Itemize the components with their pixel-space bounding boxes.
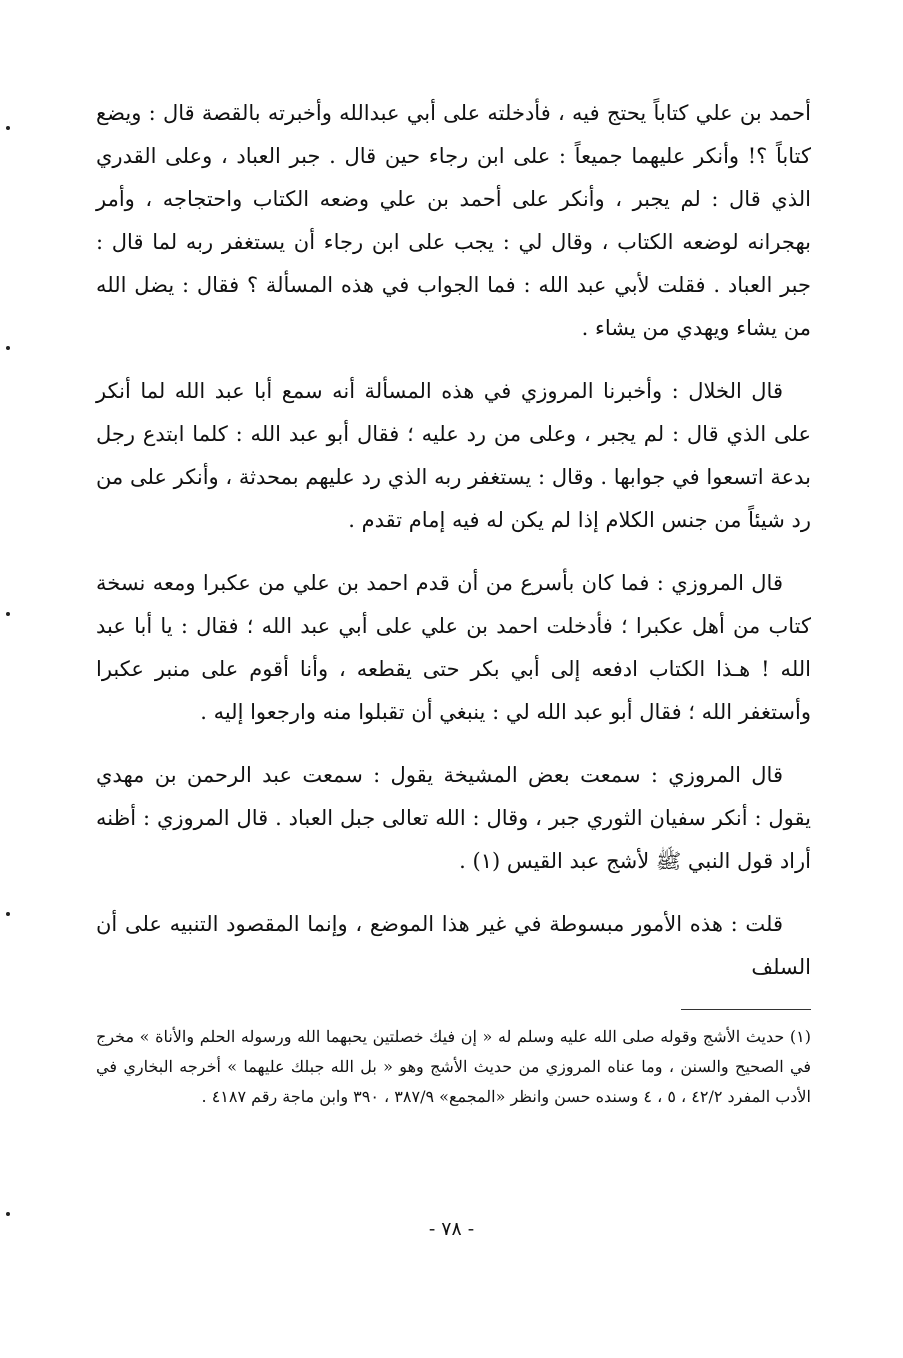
main-text — [96, 92, 811, 989]
paragraph-5: قلت : هذه الأمور مبسوطة في غير هذا الموضع ، وإنما المقصود التنبيه على أن السلف — [96, 912, 811, 979]
margin-mark — [6, 346, 10, 350]
margin-mark — [6, 912, 10, 916]
margin-mark — [6, 126, 10, 130]
page-number: - ٧٨ - — [428, 1218, 475, 1240]
margin-mark — [6, 612, 10, 616]
paragraph-2: قال الخلال : وأخبرنا المروزي في هذه المسألة أنه سمع أبا عبد الله لما أنكر على الذي قال : لم يجبر ، وعلى من رد عليه ؛ فقال أبو عبد الله : كلما ابتدع رجل بدعة اتسعوا في جوابها . وقال : يستغفر ربه الذي رد عليهم بمحدثة ، وأنكر على من رد شيئاً من جنس الكلام إذا لم يكن له فيه إمام تقدم . — [96, 379, 811, 532]
paragraph-4: قال المروزي : سمعت بعض المشيخة يقول : سمعت عبد الرحمن بن مهدي يقول : أنكر سفيان الثوري جبر ، وقال : الله تعالى جبل العباد . قال المروزي : أظنه أراد قول النبي ﷺ لأشج عبد القيس (١) . — [96, 763, 811, 873]
footnote-divider — [681, 1009, 811, 1010]
paragraph-3: قال المروزي : فما كان بأسرع من أن قدم احمد بن علي من عكبرا ومعه نسخة كتاب من أهل عكبرا ؛ فأدخلت احمد بن علي على أبي عبد الله ؛ فقال : يا أبا عبد الله ! هـذا الكتاب ادفعه إلى أبي بكر حتى يقطعه ، وأنا أقوم على منبر عكبرا وأستغفر الله ؛ فقال أبو عبد الله لي : ينبغي أن تقبلوا منه وارجعوا إليه . — [96, 571, 811, 724]
paragraph-1: أحمد بن علي كتاباً يحتج فيه ، فأدخلته على أبي عبدالله وأخبرته بالقصة قال : ويضع كتاباً ؟! وأنكر عليهما جميعاً : على ابن رجاء حين قال . جبر العباد ، وعلى القدري الذي قال : لم يجبر ، وأنكر على أحمد بن علي وضعه الكتاب واحتجاجه ، وأمر بهجرانه لوضعه الكتاب ، وقال لي : يجب على ابن رجاء أن يستغفر ربه لما قال : جبر العباد . فقلت لأبي عبد الله : فما الجواب في هذه المسألة ؟ فقال : يضل الله من يشاء ويهدي من يشاء . — [96, 101, 811, 340]
margin-mark — [6, 1212, 10, 1216]
footnote: (١) حديث الأشج وقوله صلى الله عليه وسلم له « إن فيك خصلتين يحبهما الله ورسوله الحلم والأناة » مخرج في الصحيح والسنن ، وما عناه المروزي من حديث الأشج وهو « بل الله جبلك عليهما » أخرجه البخاري في الأدب المفرد ٤٢/٢ ، ٥ ، ٤ وسنده حسن وانظر «المجمع» ٣٨٧/٩ ، ٣٩٠ وابن ماجة رقم ٤١٨٧ . — [96, 1027, 811, 1106]
